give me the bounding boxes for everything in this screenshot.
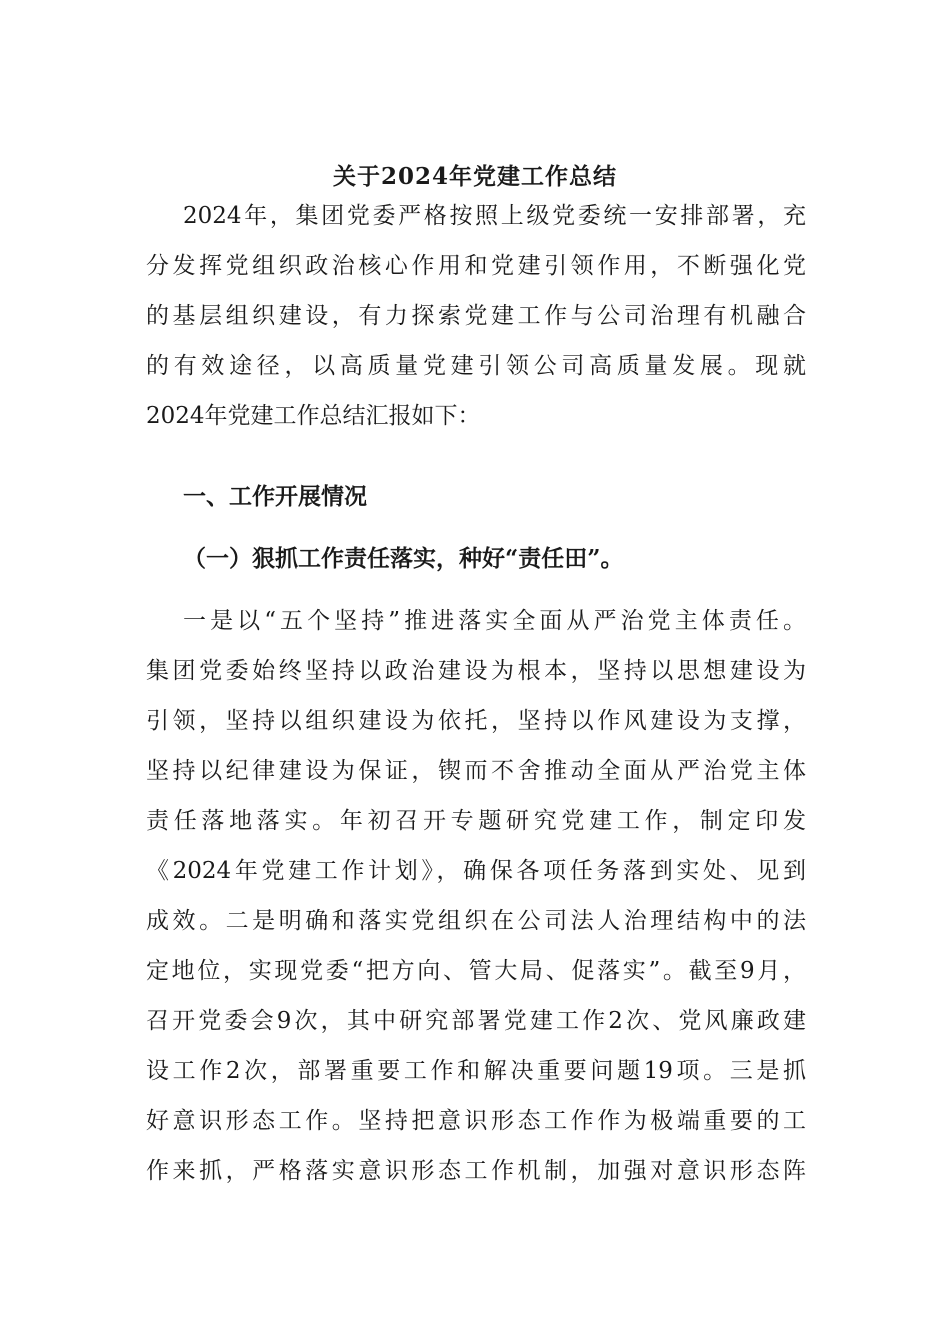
body-line: 坚持以纪律建设为保证，锲而不舍推动全面从严治党主体 bbox=[146, 758, 806, 784]
body-line: 设工作2次，部署重要工作和解决重要问题19项。三是抓 bbox=[146, 1058, 806, 1084]
intro-line: 2024年党建工作总结汇报如下： bbox=[146, 403, 481, 429]
section-heading: 一、工作开展情况 bbox=[183, 483, 367, 510]
intro-line: 的基层组织建设，有力探索党建工作与公司治理有机融合 bbox=[146, 303, 806, 329]
body-line: 集团党委始终坚持以政治建设为根本，坚持以思想建设为 bbox=[146, 658, 806, 684]
intro-line: 分发挥党组织政治核心作用和党建引领作用，不断强化党 bbox=[146, 253, 806, 279]
body-line: 一是以“五个坚持”推进落实全面从严治党主体责任。 bbox=[183, 608, 806, 634]
document-title: 关于2024年党建工作总结 bbox=[332, 163, 617, 190]
intro-line: 的有效途径，以高质量党建引领公司高质量发展。现就 bbox=[146, 353, 806, 379]
body-line: 作来抓，严格落实意识形态工作机制，加强对意识形态阵 bbox=[146, 1158, 806, 1184]
subsection-heading: （一）狠抓工作责任落实，种好“责任田”。 bbox=[183, 545, 624, 572]
body-line: 引领，坚持以组织建设为依托，坚持以作风建设为支撑， bbox=[146, 708, 806, 734]
body-line: 好意识形态工作。坚持把意识形态工作作为极端重要的工 bbox=[146, 1108, 806, 1134]
body-line: 召开党委会9次，其中研究部署党建工作2次、党风廉政建 bbox=[146, 1008, 806, 1034]
intro-line: 2024年，集团党委严格按照上级党委统一安排部署，充 bbox=[183, 203, 806, 229]
body-line: 《2024年党建工作计划》，确保各项任务落到实处、见到 bbox=[146, 858, 806, 884]
body-line: 责任落地落实。年初召开专题研究党建工作，制定印发 bbox=[146, 808, 806, 834]
body-line: 成效。二是明确和落实党组织在公司法人治理结构中的法 bbox=[146, 908, 806, 934]
body-line: 定地位，实现党委“把方向、管大局、促落实”。截至9月， bbox=[146, 958, 806, 984]
